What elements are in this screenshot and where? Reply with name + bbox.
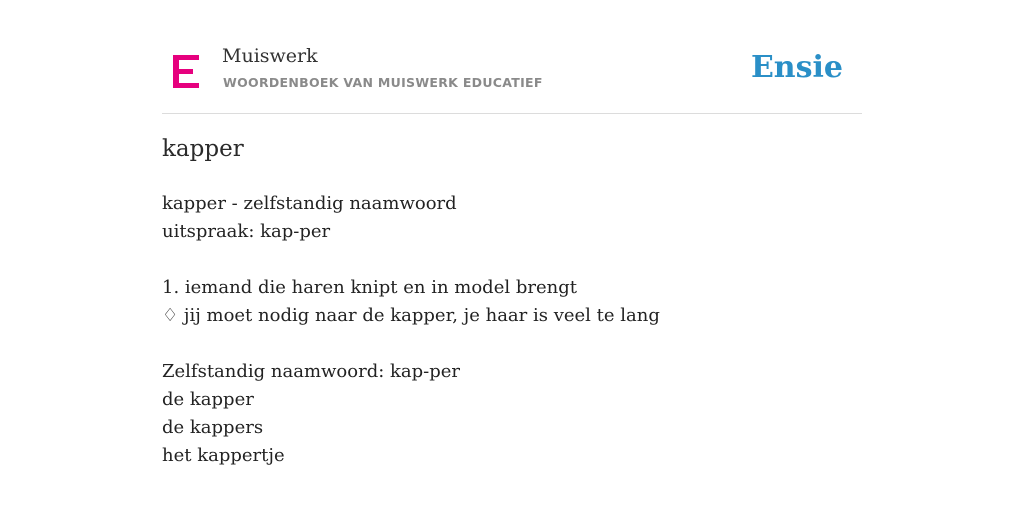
entry-line-hyphenation: Zelfstandig naamwoord: kap-per xyxy=(162,361,461,382)
entry-line-singular: de kapper xyxy=(162,389,254,410)
entry-line-definition: 1. iemand die haren knipt en in model brengt xyxy=(162,277,577,298)
header xyxy=(162,0,862,114)
entry-spacer xyxy=(162,330,660,358)
entry-spacer xyxy=(162,246,660,274)
entry-line-example: ♢ jij moet nodig naar de kapper, je haar is veel te lang xyxy=(162,305,660,326)
entry-title: kapper xyxy=(162,136,244,162)
brand-name[interactable]: Muiswerk xyxy=(222,45,318,67)
muiswerk-logo-icon[interactable] xyxy=(173,55,199,88)
entry-line-plural: de kappers xyxy=(162,417,264,438)
ensie-logo-link[interactable]: Ensie xyxy=(750,50,843,85)
brand-subtitle: WOORDENBOEK VAN MUISWERK EDUCATIEF xyxy=(223,75,543,90)
entry-line-diminutive: het kappertje xyxy=(162,445,285,466)
entry-line-headword: kapper - zelfstandig naamwoord xyxy=(162,193,457,214)
entry-body xyxy=(162,190,660,470)
page-container xyxy=(162,0,862,466)
entry-line-pronunciation: uitspraak: kap-per xyxy=(162,221,331,242)
